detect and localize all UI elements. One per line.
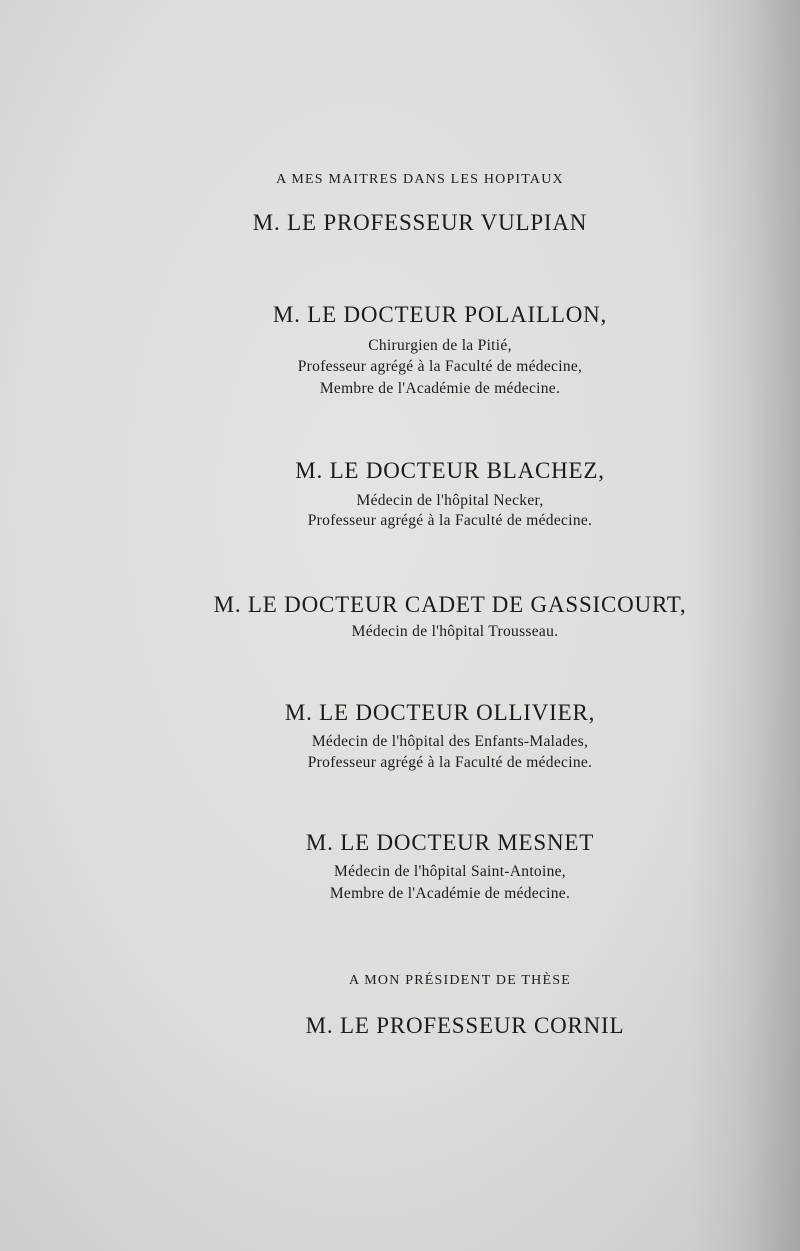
dedication-line: Médecin de l'hôpital Trousseau. xyxy=(351,623,559,640)
dedication-name-polaillon: M. LE DOCTEUR POLAILLON, xyxy=(272,302,608,327)
dedication-line: Médecin de l'hôpital des Enfants-Malades, xyxy=(311,733,589,750)
dedication-name-mesnet: M. LE DOCTEUR MESNET xyxy=(305,830,595,855)
dedication-line: Membre de l'Académie de médecine. xyxy=(319,380,561,397)
dedication-line: Médecin de l'hôpital Saint-Antoine, xyxy=(334,863,566,880)
dedication-name-ollivier: M. LE DOCTEUR OLLIVIER, xyxy=(284,700,596,725)
dedication-name-vulpian: M. LE PROFESSEUR VULPIAN xyxy=(252,210,588,235)
dedication-line: Professeur agrégé à la Faculté de médecine. xyxy=(307,754,593,771)
dedication-name-cadet-de-gassicourt: M. LE DOCTEUR CADET DE GASSICOURT, xyxy=(213,592,687,617)
dedication-heading: A MES MAITRES DANS LES HOPITAUX xyxy=(276,172,564,187)
dedication-name-blachez: M. LE DOCTEUR BLACHEZ, xyxy=(295,458,605,483)
president-heading: A MON PRÉSIDENT DE THÈSE xyxy=(349,973,571,988)
dedication-line: Professeur agrégé à la Faculté de médecine. xyxy=(307,512,593,529)
dedication-line: Membre de l'Académie de médecine. xyxy=(329,885,571,902)
dedication-line: Médecin de l'hôpital Necker, xyxy=(356,492,544,509)
dedication-line: Chirurgien de la Pitié, xyxy=(368,337,512,354)
dedication-line: Professeur agrégé à la Faculté de médecine, xyxy=(297,358,583,375)
president-name: M. LE PROFESSEUR CORNIL xyxy=(305,1013,625,1038)
